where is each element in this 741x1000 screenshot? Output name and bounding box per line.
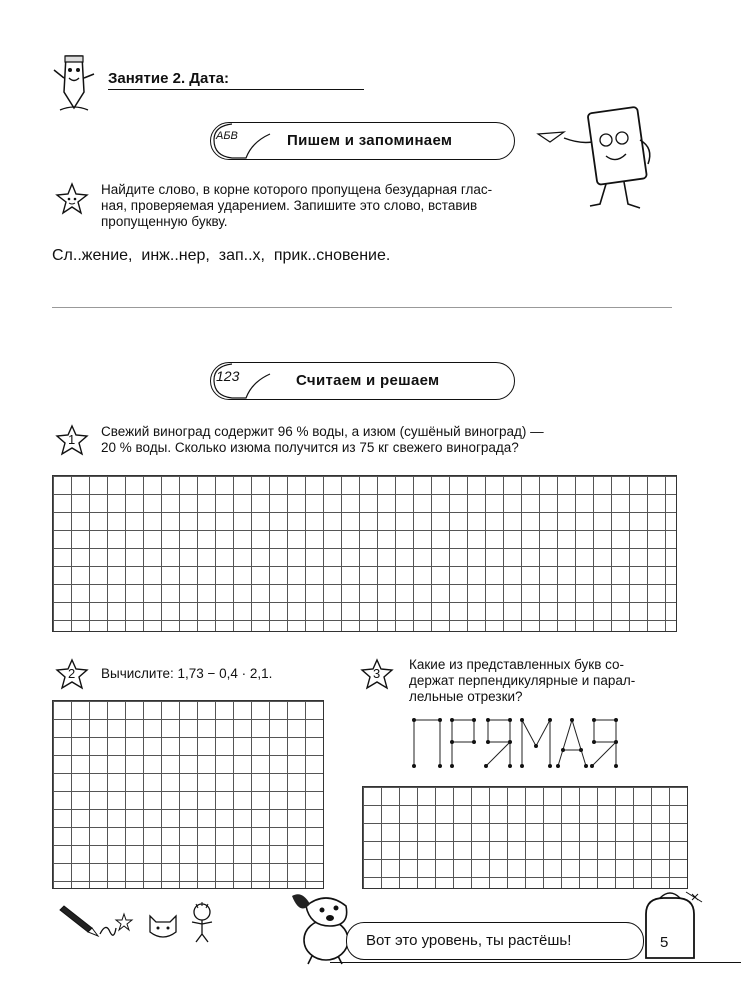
answer-grid[interactable] — [362, 786, 688, 889]
section-title-writing: Пишем и запоминаем — [287, 132, 453, 149]
kid-doodle-icon — [188, 900, 216, 944]
answer-grid[interactable] — [52, 700, 324, 889]
answer-grid[interactable] — [52, 475, 677, 632]
task-3-line: держат перпендикулярные и парал- — [409, 673, 636, 688]
task-instruction-line: пропущенную букву. — [101, 214, 228, 229]
letter-m — [522, 720, 550, 766]
task-2-text: Вычислите: 1,73 − 0,4 · 2,1. — [101, 666, 273, 681]
task-number: 2 — [68, 666, 76, 681]
numbers-badge-digits: 123 — [216, 368, 240, 384]
task-instruction-line: Найдите слово, в корне которого пропущена безударная глас- — [101, 182, 493, 197]
letter-a — [558, 720, 586, 766]
task-instruction — [101, 182, 581, 230]
abc-badge-letters: АБВ — [216, 130, 238, 142]
pencil-doodle-icon — [56, 900, 138, 940]
lesson-title: Занятие 2. Дата: — [108, 70, 230, 87]
task-1-line: Свежий виноград содержит 96 % воды, а изюм (сушёный виноград) — — [101, 424, 544, 439]
dog-mascot-icon — [286, 886, 360, 966]
backpack-icon — [636, 890, 706, 966]
task-number: 1 — [68, 432, 76, 447]
task-number: 3 — [373, 666, 381, 681]
star-icon — [55, 182, 89, 216]
page-number: 5 — [660, 934, 669, 951]
date-line[interactable] — [108, 89, 364, 90]
footer-motto: Вот это уровень, ты растёшь! — [366, 932, 572, 949]
word-list: Сл..жение, инж..нер, зап..х, прик..сновение. — [52, 247, 391, 264]
letter-r — [452, 720, 474, 766]
section-divider — [52, 307, 672, 308]
cat-doodle-icon — [146, 910, 180, 940]
letter-p — [414, 720, 440, 766]
task-3-line: Какие из представленных букв со- — [409, 657, 625, 672]
section-title-math: Считаем и решаем — [296, 372, 440, 389]
task-3-line: лельные отрезки? — [409, 689, 523, 704]
pencil-mascot-icon — [48, 48, 98, 116]
task-instruction-line: ная, проверяемая ударением. Запишите это слово, вставив — [101, 198, 478, 213]
task-3-text — [409, 657, 679, 705]
task-1-text — [101, 424, 681, 456]
dotted-letters — [410, 716, 622, 772]
task-1-line: 20 % воды. Сколько изюма получится из 75 кг свежего винограда? — [101, 440, 519, 455]
